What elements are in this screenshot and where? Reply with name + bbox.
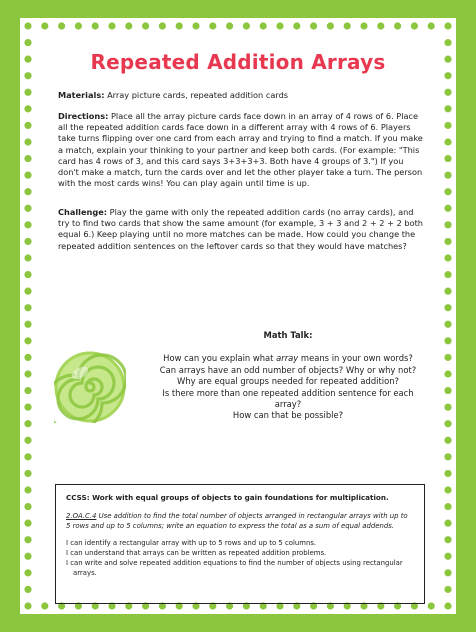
i-can-statement-continued: arrays. bbox=[73, 568, 97, 577]
border-dot bbox=[92, 22, 99, 29]
border-dot bbox=[444, 354, 451, 361]
border-dot bbox=[24, 172, 31, 179]
border-dot bbox=[41, 602, 48, 609]
border-dot bbox=[444, 89, 451, 96]
border-dot bbox=[428, 22, 435, 29]
border-dot bbox=[58, 22, 65, 29]
border-dot bbox=[444, 503, 451, 510]
border-dot bbox=[209, 22, 216, 29]
i-can-statement: I can write and solve repeated addition equations to find the number of objects using rectangular bbox=[66, 558, 403, 567]
border-dot bbox=[24, 453, 31, 460]
border-dot bbox=[377, 22, 384, 29]
border-dot bbox=[444, 370, 451, 377]
border-dot bbox=[444, 470, 451, 477]
border-dot bbox=[444, 437, 451, 444]
border-dot bbox=[444, 586, 451, 593]
border-dot bbox=[444, 238, 451, 245]
materials-section bbox=[58, 90, 424, 101]
border-dot bbox=[411, 22, 418, 29]
border-dot bbox=[444, 221, 451, 228]
ccss-standards-box bbox=[55, 484, 425, 604]
border-dot bbox=[24, 254, 31, 261]
border-dot bbox=[444, 420, 451, 427]
border-dot bbox=[444, 271, 451, 278]
border-dot bbox=[444, 536, 451, 543]
page-title: Repeated Addition Arrays bbox=[90, 50, 386, 74]
border-dot bbox=[310, 22, 317, 29]
materials-text: Array picture cards, repeated addition cards bbox=[104, 90, 289, 100]
worksheet-page bbox=[20, 18, 456, 614]
border-dot bbox=[428, 602, 435, 609]
border-dot bbox=[444, 105, 451, 112]
border-dot bbox=[24, 354, 31, 361]
challenge-text: Play the game with only the repeated addition cards (no array cards), and try to find two cards that show the same amount (for example, 3 + 3 and 2 + 2 + 2 both equal 6.) Keep playing until no more matches can be made. How could you change the repeated addition sentences on the leftover cards so that they would have matches? bbox=[58, 207, 423, 251]
border-dot bbox=[444, 288, 451, 295]
math-talk-question: Why are equal groups needed for repeated addition? bbox=[177, 376, 399, 387]
border-dot bbox=[260, 22, 267, 29]
border-dot bbox=[24, 569, 31, 576]
border-dot bbox=[344, 22, 351, 29]
standard-text: Use addition to find the total number of objects arranged in rectangular arrays with up to 5 rows and up to 5 columns; write an equation to express the total as a sum of equal addends. bbox=[66, 511, 408, 530]
border-dot bbox=[24, 370, 31, 377]
border-dot bbox=[444, 155, 451, 162]
border-dot bbox=[176, 22, 183, 29]
border-dot bbox=[24, 105, 31, 112]
border-dot bbox=[243, 22, 250, 29]
border-dot bbox=[444, 254, 451, 261]
math-talk-question-text: How can you explain what bbox=[163, 353, 277, 364]
border-dot bbox=[24, 387, 31, 394]
border-dot bbox=[444, 39, 451, 46]
border-dot bbox=[159, 22, 166, 29]
border-dot bbox=[24, 39, 31, 46]
materials-label: Materials: bbox=[58, 90, 105, 100]
border-dot bbox=[444, 404, 451, 411]
border-dot bbox=[276, 22, 283, 29]
border-dot bbox=[444, 138, 451, 145]
border-dot bbox=[142, 22, 149, 29]
border-dot bbox=[24, 205, 31, 212]
border-dot bbox=[192, 22, 199, 29]
border-dot bbox=[444, 569, 451, 576]
border-dot bbox=[444, 188, 451, 195]
standard-description bbox=[66, 512, 414, 532]
standard-code: 2.OA.C.4 bbox=[66, 511, 97, 520]
border-dot bbox=[24, 221, 31, 228]
swirl-candy-icon bbox=[54, 351, 126, 423]
border-dot bbox=[24, 271, 31, 278]
border-dot bbox=[24, 321, 31, 328]
border-dot bbox=[444, 387, 451, 394]
border-dot bbox=[394, 22, 401, 29]
border-dot bbox=[444, 172, 451, 179]
math-talk-question-emphasis: array bbox=[276, 353, 299, 364]
math-talk-section bbox=[150, 330, 426, 422]
math-talk-heading: Math Talk: bbox=[263, 330, 313, 340]
border-dot bbox=[293, 22, 300, 29]
ccss-title: CCSS: Work with equal groups of objects to gain foundations for multiplication. bbox=[66, 493, 389, 502]
directions-text: Place all the array picture cards face down in an array of 4 rows of 6. Place all the repeated addition cards face down in a different array with 4 rows of 6. Players take turns flipping over one card from each array and trying to find a match. If you make a match, explain your thinking to your partner and keep both cards. (For example: "This card has 4 rows of 3, and this card says 3+3+3+3. Both have 4 groups of 3.") If you don't make a match, turn the cards over and let the other player take a turn. The person with the most cards wins! You can play again until time is up. bbox=[58, 111, 423, 189]
directions-section bbox=[58, 111, 424, 189]
border-dot bbox=[444, 337, 451, 344]
border-dot bbox=[444, 602, 451, 609]
border-dot bbox=[24, 304, 31, 311]
border-dot bbox=[24, 122, 31, 129]
border-dot bbox=[24, 404, 31, 411]
border-dot bbox=[24, 22, 31, 29]
border-dot bbox=[24, 288, 31, 295]
border-dot bbox=[108, 22, 115, 29]
border-dot bbox=[24, 188, 31, 195]
border-dot bbox=[24, 337, 31, 344]
math-talk-question-text: means in your own words? bbox=[298, 353, 413, 364]
border-dot bbox=[24, 486, 31, 493]
border-dot bbox=[75, 22, 82, 29]
border-dot bbox=[24, 602, 31, 609]
math-talk-question bbox=[150, 353, 426, 364]
border-dot bbox=[24, 138, 31, 145]
border-dot bbox=[360, 22, 367, 29]
border-dot bbox=[24, 155, 31, 162]
border-dot bbox=[444, 205, 451, 212]
border-dot bbox=[24, 520, 31, 527]
math-talk-question: Can arrays have an odd number of objects? Why or why not? bbox=[159, 364, 417, 375]
math-talk-question: How can that be possible? bbox=[232, 410, 344, 421]
challenge-section bbox=[58, 207, 424, 252]
border-dot bbox=[24, 586, 31, 593]
border-dot bbox=[444, 520, 451, 527]
border-dot bbox=[226, 22, 233, 29]
border-dot bbox=[24, 89, 31, 96]
border-dot bbox=[444, 304, 451, 311]
border-dot bbox=[444, 321, 451, 328]
border-dot bbox=[24, 470, 31, 477]
i-can-statement: I can understand that arrays can be written as repeated addition problems. bbox=[66, 549, 327, 558]
border-dot bbox=[327, 22, 334, 29]
i-can-statement: I can identify a rectangular array with up to 5 rows and up to 5 columns. bbox=[66, 539, 317, 548]
border-dot bbox=[24, 503, 31, 510]
border-dot bbox=[444, 22, 451, 29]
math-talk-question: Is there more than one repeated addition sentence for each array? bbox=[162, 387, 414, 410]
border-dot bbox=[125, 22, 132, 29]
directions-label: Directions: bbox=[58, 111, 109, 121]
border-dot bbox=[24, 536, 31, 543]
border-dot bbox=[41, 22, 48, 29]
border-dot bbox=[444, 122, 451, 129]
border-dot bbox=[24, 553, 31, 560]
border-dot bbox=[24, 238, 31, 245]
border-dot bbox=[444, 453, 451, 460]
border-dot bbox=[444, 486, 451, 493]
border-dot bbox=[24, 437, 31, 444]
challenge-label: Challenge: bbox=[58, 207, 108, 217]
border-dot bbox=[24, 420, 31, 427]
border-dot bbox=[444, 553, 451, 560]
